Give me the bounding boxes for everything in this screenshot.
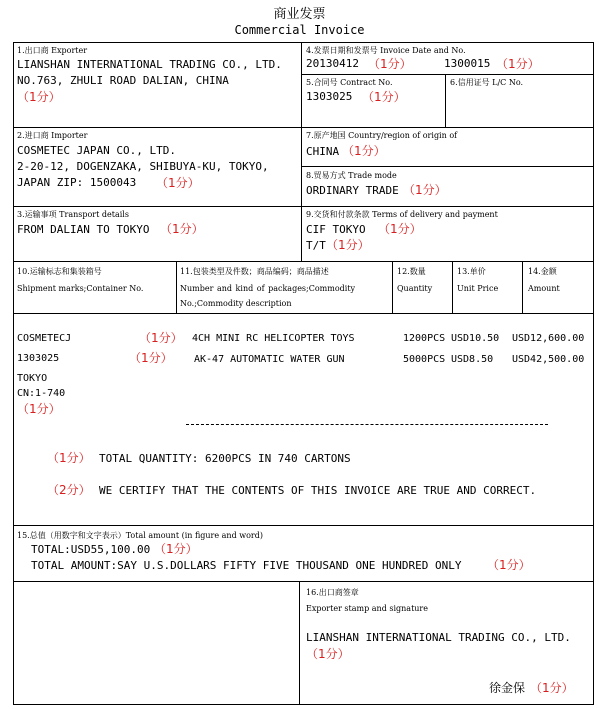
divider (13, 313, 594, 314)
score-annotation: （1分） (496, 57, 540, 71)
divider (13, 581, 594, 582)
col-price-header: 13.单价 (457, 267, 486, 276)
score-annotation: （1分） (342, 144, 386, 158)
divider (13, 525, 594, 526)
score-annotation: （1分） (306, 647, 350, 661)
mark-line: 1303025 (17, 353, 60, 364)
col-marks-header-en: Shipment marks;Container No. (17, 284, 144, 293)
mark-line: COSMETECJ (17, 333, 72, 344)
transport-label: 3.运输事项 Transport details (17, 210, 129, 219)
item-desc: AK-47 AUTOMATIC WATER GUN (194, 354, 345, 365)
col-qty-header: 12.数量 (397, 267, 426, 276)
score-annotation: （1分） (129, 351, 173, 365)
divider (13, 127, 594, 128)
total-amount-figure: TOTAL:USD55,100.00 (31, 543, 151, 556)
divider (301, 74, 594, 75)
stamp-company: LIANSHAN INTERNATIONAL TRADING CO., LTD. (306, 631, 571, 644)
score-annotation: （1分） (326, 238, 370, 252)
exporter-label: 1.出口商 Exporter (17, 46, 88, 55)
document-title-cn: 商业发票 (273, 7, 326, 22)
score-annotation: （1分） (362, 90, 406, 104)
item-price: USD10.50 (451, 333, 500, 344)
score-annotation: （1分） (17, 90, 61, 104)
col-goods-header-en1: Number and kind of packages;Commodity (180, 284, 356, 293)
importer-line2: 2-20-12, DOGENZAKA, SHIBUYA-KU, TOKYO, (17, 160, 269, 173)
document-title-en: Commercial Invoice (234, 23, 365, 37)
col-price-header-en: Unit Price (457, 284, 499, 293)
divider (13, 206, 594, 207)
item-qty: 5000PCS (403, 354, 446, 365)
score-annotation: （1分） (403, 183, 447, 197)
terms-label: 9.交货和付款条款 Terms of delivery and payment (306, 210, 498, 219)
lc-label: 6.信用证号 L/C No. (450, 78, 524, 87)
divider (392, 261, 393, 313)
col-marks-header: 10.运输标志和集装箱号 (17, 267, 102, 276)
score-annotation: （1分） (156, 176, 200, 190)
mark-line: TOKYO (17, 373, 48, 384)
score-annotation: （1分） (487, 558, 531, 572)
item-amount: USD12,600.00 (512, 333, 585, 344)
terms-line2: T/T (306, 239, 326, 252)
score-annotation: （1分） (530, 681, 574, 695)
divider (299, 581, 300, 705)
col-qty-header-en: Quantity (397, 284, 433, 293)
mark-line: CN:1-740 (17, 388, 66, 399)
divider (301, 166, 594, 167)
total-quantity: TOTAL QUANTITY: 6200PCS IN 740 CARTONS (99, 452, 351, 465)
invoice-no: 1300015 (444, 57, 491, 70)
signer-name: 徐金保 (489, 681, 526, 695)
total-amount-words: TOTAL AMOUNT:SAY U.S.DOLLARS FIFTY FIVE THOUSAND ONE HUNDRED ONLY (31, 559, 462, 572)
total-separator (186, 424, 548, 425)
divider (13, 261, 594, 262)
col-goods-header: 11.包装类型及件数；商品编码；商品描述 (180, 267, 329, 276)
invoice-date: 20130412 (306, 57, 359, 70)
col-goods-header-en2: No.;Commodity description (180, 299, 292, 308)
score-annotation: （1分） (378, 222, 422, 236)
total-amount-label: 15.总值（用数字和文字表示）Total amount (in figure and word) (17, 531, 263, 540)
divider (452, 261, 453, 313)
score-annotation: （2分） (47, 483, 91, 497)
col-amount-header: 14.金额 (528, 267, 557, 276)
divider (445, 74, 446, 127)
stamp-label: 16.出口商签章 (306, 588, 359, 597)
origin-label: 7.原产地国 Country/region of origin of (306, 131, 458, 140)
contract-label: 5.合同号 Contract No. (306, 78, 393, 87)
importer-line3: JAPAN ZIP: 1500043 (17, 176, 137, 189)
score-annotation: （1分） (154, 542, 198, 556)
exporter-line2: NO.763, ZHULI ROAD DALIAN, CHINA (17, 74, 229, 87)
item-amount: USD42,500.00 (512, 354, 585, 365)
invoice-frame (13, 42, 594, 705)
trade-mode-value: ORDINARY TRADE (306, 184, 399, 197)
invoice-date-no-label: 4.发票日期和发票号 Invoice Date and No. (306, 46, 466, 55)
transport-value: FROM DALIAN TO TOKYO (17, 223, 150, 236)
col-amount-header-en: Amount (528, 284, 560, 293)
item-qty: 1200PCS (403, 333, 446, 344)
item-desc: 4CH MINI RC HELICOPTER TOYS (192, 333, 355, 344)
score-annotation: （1分） (47, 451, 91, 465)
score-annotation: （1分） (17, 402, 61, 416)
certify-statement: WE CERTIFY THAT THE CONTENTS OF THIS INVOICE ARE TRUE AND CORRECT. (99, 484, 537, 497)
importer-line1: COSMETEC JAPAN CO., LTD. (17, 144, 176, 157)
divider (522, 261, 523, 313)
importer-label: 2.进口商 Importer (17, 131, 88, 140)
score-annotation: （1分） (368, 57, 412, 71)
item-price: USD8.50 (451, 354, 494, 365)
trade-mode-label: 8.贸易方式 Trade mode (306, 171, 397, 180)
contract-value: 1303025 (306, 90, 353, 103)
stamp-label-en: Exporter stamp and signature (306, 604, 428, 613)
exporter-line1: LIANSHAN INTERNATIONAL TRADING CO., LTD. (17, 58, 282, 71)
terms-line1: CIF TOKYO (306, 223, 366, 236)
score-annotation: （1分） (139, 331, 183, 345)
divider (176, 261, 177, 313)
score-annotation: （1分） (160, 222, 204, 236)
origin-value: CHINA (306, 145, 340, 158)
